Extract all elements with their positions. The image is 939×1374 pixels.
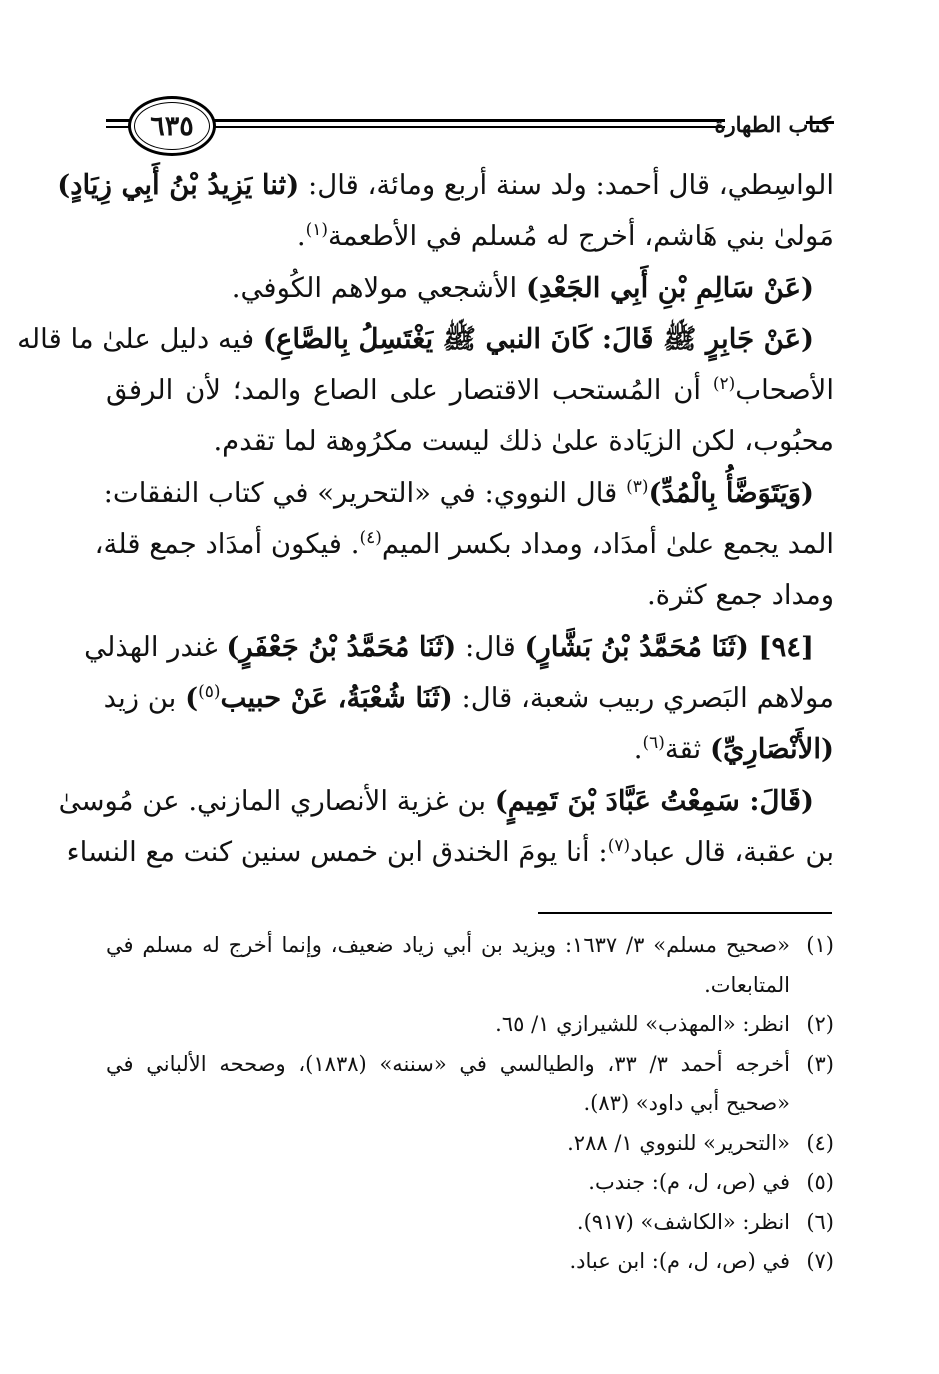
running-title: كتاب الطهارة: [714, 112, 831, 137]
text-line: (الأَنْصَارِيِّ) ثقة$^{(٦)}$.: [633, 733, 834, 766]
hadith-number: [٩٤]: [748, 630, 814, 663]
footnote-line: المتابعات.: [704, 972, 790, 997]
quoted-text: (عَنْ سَالِمِ بْنِ أَبِي الجَعْدِ): [525, 271, 814, 304]
footnote-number: (٣): [806, 1051, 834, 1076]
footnote-line: «صحيح أبي داود» (٨٣).: [583, 1091, 790, 1115]
footnote-line: (٣)أخرجه أحمد ٣/ ٣٣، والطيالسي في «سننه» (١٨٣٨)، وصححه الألباني في: [106, 1045, 834, 1085]
text-line: الواسِطي، قال أحمد: ولد سنة أربع ومائة، قال: (ثنا يَزِيدُ بْنُ أَبِي زِيَادٍ): [57, 169, 834, 201]
text-line: بن عقبة، قال عباد$^{(٧)}$: أنا يومَ الخندق ابن خمس سنين كنت مع النساء: [66, 835, 834, 868]
text-line: الأصحاب$^{(٢)}$ أن المُستحب الاقتصار على الصاع والمد؛ لأن الرفق: [106, 374, 834, 407]
footnotes: [106, 926, 834, 1282]
page-number: ٦٣٥: [150, 110, 194, 142]
footnote-line: (١)«صحيح مسلم» ٣/ ١٦٣٧: ويزيد بن أبي زياد ضعيف، وإنما أخرج له مسلم في: [106, 926, 834, 966]
quoted-text: (ثَنَا مُحَمَّدُ بْنُ جَعْفَرٍ): [226, 630, 457, 663]
text-line: (عَنْ سَالِمِ بْنِ أَبِي الجَعْدِ) الأشجعي مولاهم الكُوفي.: [231, 271, 814, 304]
footnote-line: (٦)انظر: «الكاشف» (٩١٧).: [106, 1203, 834, 1243]
text-line: ومداد جمع كثرة.: [646, 579, 834, 612]
header-rule-right-top: [205, 119, 725, 122]
text-line: (عَنْ جَابِرٍ ﷺ قَالَ: كَانَ النبي ﷺ يَغْتَسِلُ بِالصَّاعِ) فيه دليل علىٰ ما قاله: [17, 322, 814, 355]
text-line: [٩٤] (ثَنَا مُحَمَّدُ بْنُ بَشَّارٍ) قال: (ثَنَا مُحَمَّدُ بْنُ جَعْفَرٍ) غندر الهذلي: [84, 630, 814, 663]
footnote-ref: (٧): [607, 835, 631, 856]
quoted-text: (الأَنْصَارِيِّ): [709, 733, 834, 766]
quoted-text: (ثَنَا مُحَمَّدُ بْنُ بَشَّارٍ): [524, 630, 749, 663]
text-line: (وَيَتَوَضَّأُ بِالْمُدِّ)$^{(٣)}$ قال النووي: في «التحرير» في كتاب النفقات:: [103, 476, 814, 509]
text-line: مولاهم البَصري ربيب شعبة، قال: (ثَنَا شُعْبَةُ، عَنْ حبيب$^{(٥)}$) بن زيد: [103, 681, 834, 714]
text-line: (قَالَ: سَمِعْتُ عَبَّادَ بْنَ تَمِيمٍ) بن غزية الأنصاري المازني. عن مُوسىٰ: [58, 784, 814, 817]
footnote-line: (٥)في (ص، ل، م): جندب.: [106, 1163, 834, 1203]
footnote-ref: (٥): [198, 681, 221, 702]
header-rule-right-bottom: [205, 126, 725, 128]
footnote-line: (٤)«التحرير» للنووي ١/ ٢٨٨.: [106, 1124, 834, 1164]
footnote-ref: (٤): [359, 527, 382, 548]
text-line: مَولىٰ بني هَاشم، أخرج له مُسلم في الأطعمة$^{(١)}$.: [296, 220, 834, 253]
footnote-line: (٢)انظر: «المهذب» للشيرازي ١/ ٦٥.: [106, 1005, 834, 1045]
footnote-number: (١): [806, 933, 834, 957]
quoted-text: (ثَنَا شُعْبَةُ، عَنْ حبيب: [220, 681, 453, 714]
footnote-ref: (٣): [626, 476, 649, 497]
quoted-text: (عَنْ جَابِرٍ ﷺ قَالَ: كَانَ النبي ﷺ يَغْتَسِلُ بِالصَّاعِ): [262, 322, 814, 355]
footnote-ref: (١): [305, 220, 329, 241]
footnote-ref: (٢): [712, 374, 736, 395]
footnote-separator: [538, 912, 832, 914]
footnote-number: (٤): [806, 1130, 834, 1155]
footnote-ref: (٦): [642, 733, 665, 754]
footnote-number: (٦): [806, 1209, 834, 1234]
footnote-number: (٧): [806, 1249, 834, 1273]
quoted-text: (وَيَتَوَضَّأُ بِالْمُدِّ): [648, 476, 814, 509]
text-line: المد يجمع علىٰ أمدَاد، ومداد بكسر الميم$^{(٤)}$. فيكون أمدَاد جمع قلة،: [94, 527, 834, 561]
text-line: محبُوب، لكن الزيَادة علىٰ ذلك ليست مكرُوهة لما تقدم.: [213, 425, 834, 458]
footnote-number: (٥): [806, 1170, 834, 1194]
quoted-text: (ثنا يَزِيدُ بْنُ أَبِي زِيَادٍ): [57, 169, 300, 201]
page-number-badge: [128, 96, 216, 156]
main-text: [17, 160, 834, 878]
footnote-line: (٧)في (ص، ل، م): ابن عباد.: [106, 1242, 834, 1282]
footnote-number: (٢): [806, 1012, 834, 1036]
quoted-text: (قَالَ: سَمِعْتُ عَبَّادَ بْنَ تَمِيمٍ): [494, 784, 814, 817]
